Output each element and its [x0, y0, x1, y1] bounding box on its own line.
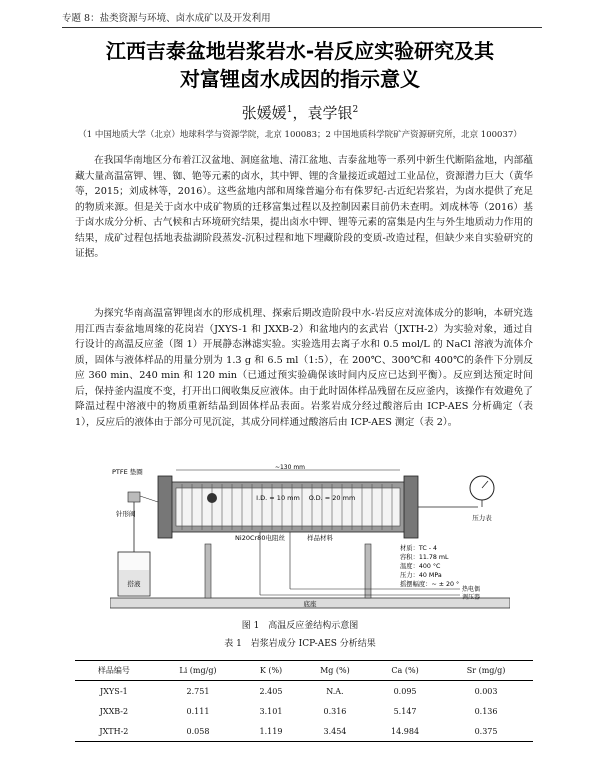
spec-line: 材质：TC - 4	[400, 545, 438, 552]
heater-label: Ni20Cr80电阻丝	[235, 534, 285, 542]
table-header-row	[75, 661, 533, 681]
table-row	[75, 681, 533, 702]
table-cell: JXXB-2	[99, 707, 129, 716]
reactor-diagram	[110, 462, 510, 612]
table-caption: 表 1 岩浆岩成分 ICP-AES 分析结果	[224, 639, 376, 649]
table-cell: 0.136	[474, 707, 498, 716]
column-header: 样品编号	[75, 661, 153, 681]
running-header: 专题 8：盐类资源与环境、卤水成矿以及开发利用	[62, 10, 542, 28]
table-cell: 3.101	[259, 707, 283, 716]
column-header: Ca (%)	[371, 661, 439, 681]
table-cell: 2.751	[186, 687, 210, 696]
paper-title-line2: 对富锂卤水成因的指示意义	[180, 67, 420, 91]
pressure-gauge-label: 压力表	[472, 514, 492, 522]
affiliation: （1 中国地质大学（北京）地球科学与资源学院，北京 100083；2 中国地质科学院矿产资源研究所，北京 100037）	[78, 130, 522, 140]
table-cell: 14.984	[371, 721, 439, 742]
end-cap-left	[158, 476, 172, 538]
table-row	[75, 701, 533, 721]
end-cap-right	[404, 476, 418, 538]
table-cell: 5.147	[393, 707, 417, 716]
author-affil-mark: 1	[286, 105, 293, 115]
collector-label: 搭液	[127, 580, 141, 588]
author-affil-mark: 2	[352, 105, 359, 115]
regulator-label: 调压器	[462, 594, 481, 601]
body-paragraph-1: 在我国华南地区分布着江汉盆地、洞庭盆地、清江盆地、吉泰盆地等一系列中新生代断陷盆地，内部蕴藏大量高温富钾、锂、铷、铯等元素的卤水，其中钾、锂的含量接近或超过工业品位，资源潜力巨大（黄华等，2015；刘成林等，2016）。这些盆地内部和周缘普遍分布有侏罗纪-古近纪岩浆岩，为卤水提供了充足的物质来源。但是关于卤水中成矿物质的迁移富集过程以及控制因素目前仍未查明。刘成林等（2016）基于卤水成分分析、古气候和古环境研究结果，提出卤水中钾、锂等元素的富集是内生与外生地质动力作用的结果，成矿过程包括地表盐湖阶段蒸发-沉积过程和地下埋藏阶段的变质-改造过程，但缺少来自实验研究的证据。	[75, 155, 533, 259]
table-cell: 0.095	[393, 687, 417, 696]
table-cell: JXTH-2	[75, 721, 153, 742]
table-cell: 0.003	[474, 687, 498, 696]
author-list	[0, 102, 600, 123]
thermocouple-label: 热电偶	[462, 586, 481, 593]
column-header: Sr (mg/g)	[439, 661, 533, 681]
support-leg	[205, 544, 211, 598]
author-name: 张媛媛	[241, 104, 287, 122]
length-label: ~130 mm	[274, 464, 306, 471]
author-name: 袁学银	[307, 104, 353, 122]
table-cell: 2.405	[259, 687, 283, 696]
sample-material-label: 样品材料	[307, 534, 333, 542]
table-cell: 1.119	[243, 721, 299, 742]
table-cell: 0.111	[186, 707, 210, 716]
figure-caption: 图 1 高温反应釜结构示意图	[241, 621, 359, 631]
spec-line: 温度：400 °C	[400, 563, 441, 570]
spec-line: 摇摆幅度：~ ± 20 °	[400, 581, 460, 588]
table-cell: 0.316	[323, 707, 347, 716]
table-cell: JXYS-1	[100, 687, 128, 696]
table-cell: 0.375	[439, 721, 533, 742]
reactor-specs	[400, 543, 459, 588]
body-paragraph-2: 为探究华南高温富钾锂卤水的形成机理、探索后期改造阶段中水-岩反应对流体成分的影响，本研究选用江西吉泰盆地周缘的花岗岩（JXYS-1 和 JXXB-2）和盆地内的玄武岩（JXTH-2）为实验对象，通过自行设计的高温反应釜（图 1）开展静态淋滤实验。实验选用去离子水和 0.5 mol/L 的 NaCl 溶液为流体介质，固体与液体样品的用量分别为 1.3 g 和 6.5 ml（1:5），在 200℃、300℃和 400℃的条件下分别反应 360 min、240 min 和 120 min（已通过预实验确保该时间内反应已达到平衡）。反应到达预定时间后，保持釜内温度不变，打开出口阀收集反应液体。由于此时固体样品残留在反应釜内，该操作有效避免了降温过程中溶液中的物质重新结晶到固体样品表面。岩浆岩成分经过酸溶后由 ICP-AES 分析确定（表 1），反应后的液体由于部分可见沉淀，其成分同样通过酸溶后由 ICP-AES 测定（表 2）。	[75, 308, 533, 428]
analysis-table	[75, 660, 533, 742]
spec-line: 容积：11.78 mL	[400, 554, 449, 561]
spec-line: 压力：40 MPa	[400, 572, 442, 579]
table-cell: 3.454	[299, 721, 371, 742]
table-row	[75, 721, 533, 742]
needle-valve	[128, 492, 140, 502]
base-label: 底座	[303, 600, 317, 608]
ptfe-label: PTFE 垫圈	[112, 468, 143, 476]
column-header: K (%)	[243, 661, 299, 681]
needle-valve-label: 针形阀	[116, 510, 136, 518]
table-cell: N.A.	[326, 687, 344, 696]
sample-ball	[207, 493, 217, 503]
paper-title-line1: 江西吉泰盆地岩浆岩水-岩反应实验研究及其	[105, 39, 495, 63]
table-cell: 0.058	[153, 721, 243, 742]
column-header: Mg (%)	[299, 661, 371, 681]
outer-diameter-label: O.D. = 20 mm	[308, 494, 356, 502]
column-header: Li (mg/g)	[153, 661, 243, 681]
author-separator: ，	[292, 104, 308, 122]
support-leg	[365, 544, 371, 598]
inner-diameter-label: I.D. = 10 mm	[256, 494, 300, 502]
